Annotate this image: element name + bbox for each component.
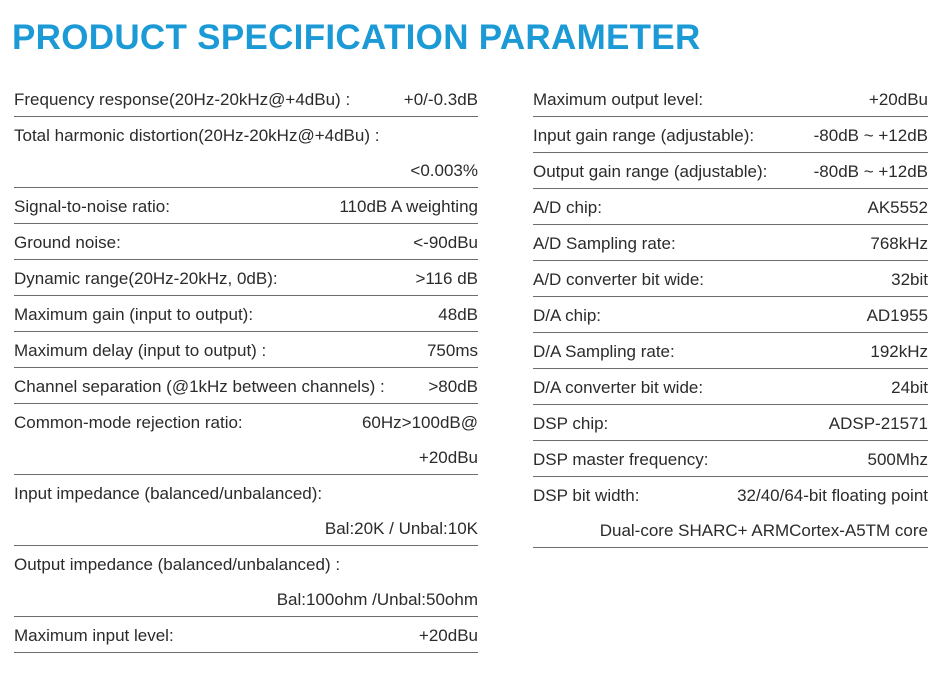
spec-value-continued: Dual-core SHARC+ ARMCortex-A5TM core	[599, 521, 928, 540]
page-title: PRODUCT SPECIFICATION PARAMETER	[12, 18, 701, 57]
spec-row	[533, 369, 928, 405]
spec-label: Maximum gain (input to output):	[14, 305, 254, 324]
spec-label: DSP master frequency:	[533, 450, 709, 469]
spec-row	[533, 405, 928, 441]
spec-value: Bal:20K / Unbal:10K	[324, 519, 478, 538]
spec-label: A/D Sampling rate:	[533, 234, 676, 253]
spec-label: Input gain range (adjustable):	[533, 126, 755, 145]
spec-label: Signal-to-noise ratio:	[14, 197, 170, 216]
spec-value: AK5552	[867, 198, 928, 217]
spec-label: D/A converter bit wide:	[533, 378, 704, 397]
spec-label: D/A Sampling rate:	[533, 342, 675, 361]
spec-row	[533, 333, 928, 369]
spec-row	[533, 225, 928, 261]
spec-row	[533, 297, 928, 333]
spec-label: DSP bit width:	[533, 486, 640, 505]
spec-value: 500Mhz	[867, 450, 928, 469]
spec-value: +20dBu	[868, 90, 928, 109]
spec-value: 48dB	[438, 305, 478, 324]
spec-value: >116 dB	[415, 269, 478, 288]
spec-row	[533, 117, 928, 153]
spec-value: +0/-0.3dB	[403, 90, 478, 109]
spec-row	[14, 546, 478, 617]
spec-row	[533, 189, 928, 225]
spec-value: -80dB ~ +12dB	[813, 162, 928, 181]
spec-value: AD1955	[866, 306, 928, 325]
spec-label: Maximum output level:	[533, 90, 704, 109]
spec-row	[14, 617, 478, 653]
spec-label: A/D converter bit wide:	[533, 270, 705, 289]
spec-value: Bal:100ohm /Unbal:50ohm	[276, 590, 478, 609]
spec-row	[533, 441, 928, 477]
spec-label: Input impedance (balanced/unbalanced):	[14, 484, 323, 503]
spec-row	[533, 153, 928, 189]
spec-row	[14, 224, 478, 260]
spec-value: 750ms	[426, 341, 478, 360]
spec-row	[14, 404, 478, 475]
spec-value: 110dB A weighting	[339, 197, 478, 216]
spec-row	[14, 81, 478, 117]
spec-row	[14, 188, 478, 224]
spec-value: >80dB	[428, 377, 478, 396]
left-spec-table	[14, 81, 478, 653]
spec-value: 32/40/64-bit floating point	[737, 486, 928, 505]
spec-label: Dynamic range(20Hz-20kHz, 0dB):	[14, 269, 278, 288]
spec-label: Ground noise:	[14, 233, 121, 252]
spec-label: Total harmonic distortion(20Hz-20kHz@+4dBu) :	[14, 126, 380, 145]
spec-value-continued: +20dBu	[418, 448, 478, 467]
spec-row	[14, 117, 478, 188]
spec-row	[14, 475, 478, 546]
spec-label: Output gain range (adjustable):	[533, 162, 768, 181]
spec-row	[14, 260, 478, 296]
spec-value: <-90dBu	[413, 233, 478, 252]
spec-label: Frequency response(20Hz-20kHz@+4dBu) :	[14, 90, 351, 109]
spec-value: 24bit	[891, 378, 928, 397]
spec-label: DSP chip:	[533, 414, 609, 433]
spec-value: 32bit	[891, 270, 928, 289]
spec-value: 60Hz>100dB@	[361, 413, 478, 432]
spec-value: 768kHz	[870, 234, 928, 253]
spec-row	[14, 368, 478, 404]
spec-value: <0.003%	[410, 161, 478, 180]
spec-value: -80dB ~ +12dB	[813, 126, 928, 145]
spec-row	[533, 261, 928, 297]
spec-label: Channel separation (@1kHz between channels) :	[14, 377, 385, 396]
right-spec-table	[533, 81, 928, 548]
spec-row	[533, 477, 928, 548]
spec-label: Maximum delay (input to output) :	[14, 341, 267, 360]
spec-row	[14, 296, 478, 332]
spec-row	[14, 332, 478, 368]
spec-value: 192kHz	[870, 342, 928, 361]
spec-label: A/D chip:	[533, 198, 602, 217]
spec-value: +20dBu	[418, 626, 478, 645]
spec-value: ADSP-21571	[828, 414, 928, 433]
spec-label: D/A chip:	[533, 306, 602, 325]
spec-label: Common-mode rejection ratio:	[14, 413, 243, 432]
spec-label: Maximum input level:	[14, 626, 174, 645]
spec-row	[533, 81, 928, 117]
spec-label: Output impedance (balanced/unbalanced) :	[14, 555, 341, 574]
